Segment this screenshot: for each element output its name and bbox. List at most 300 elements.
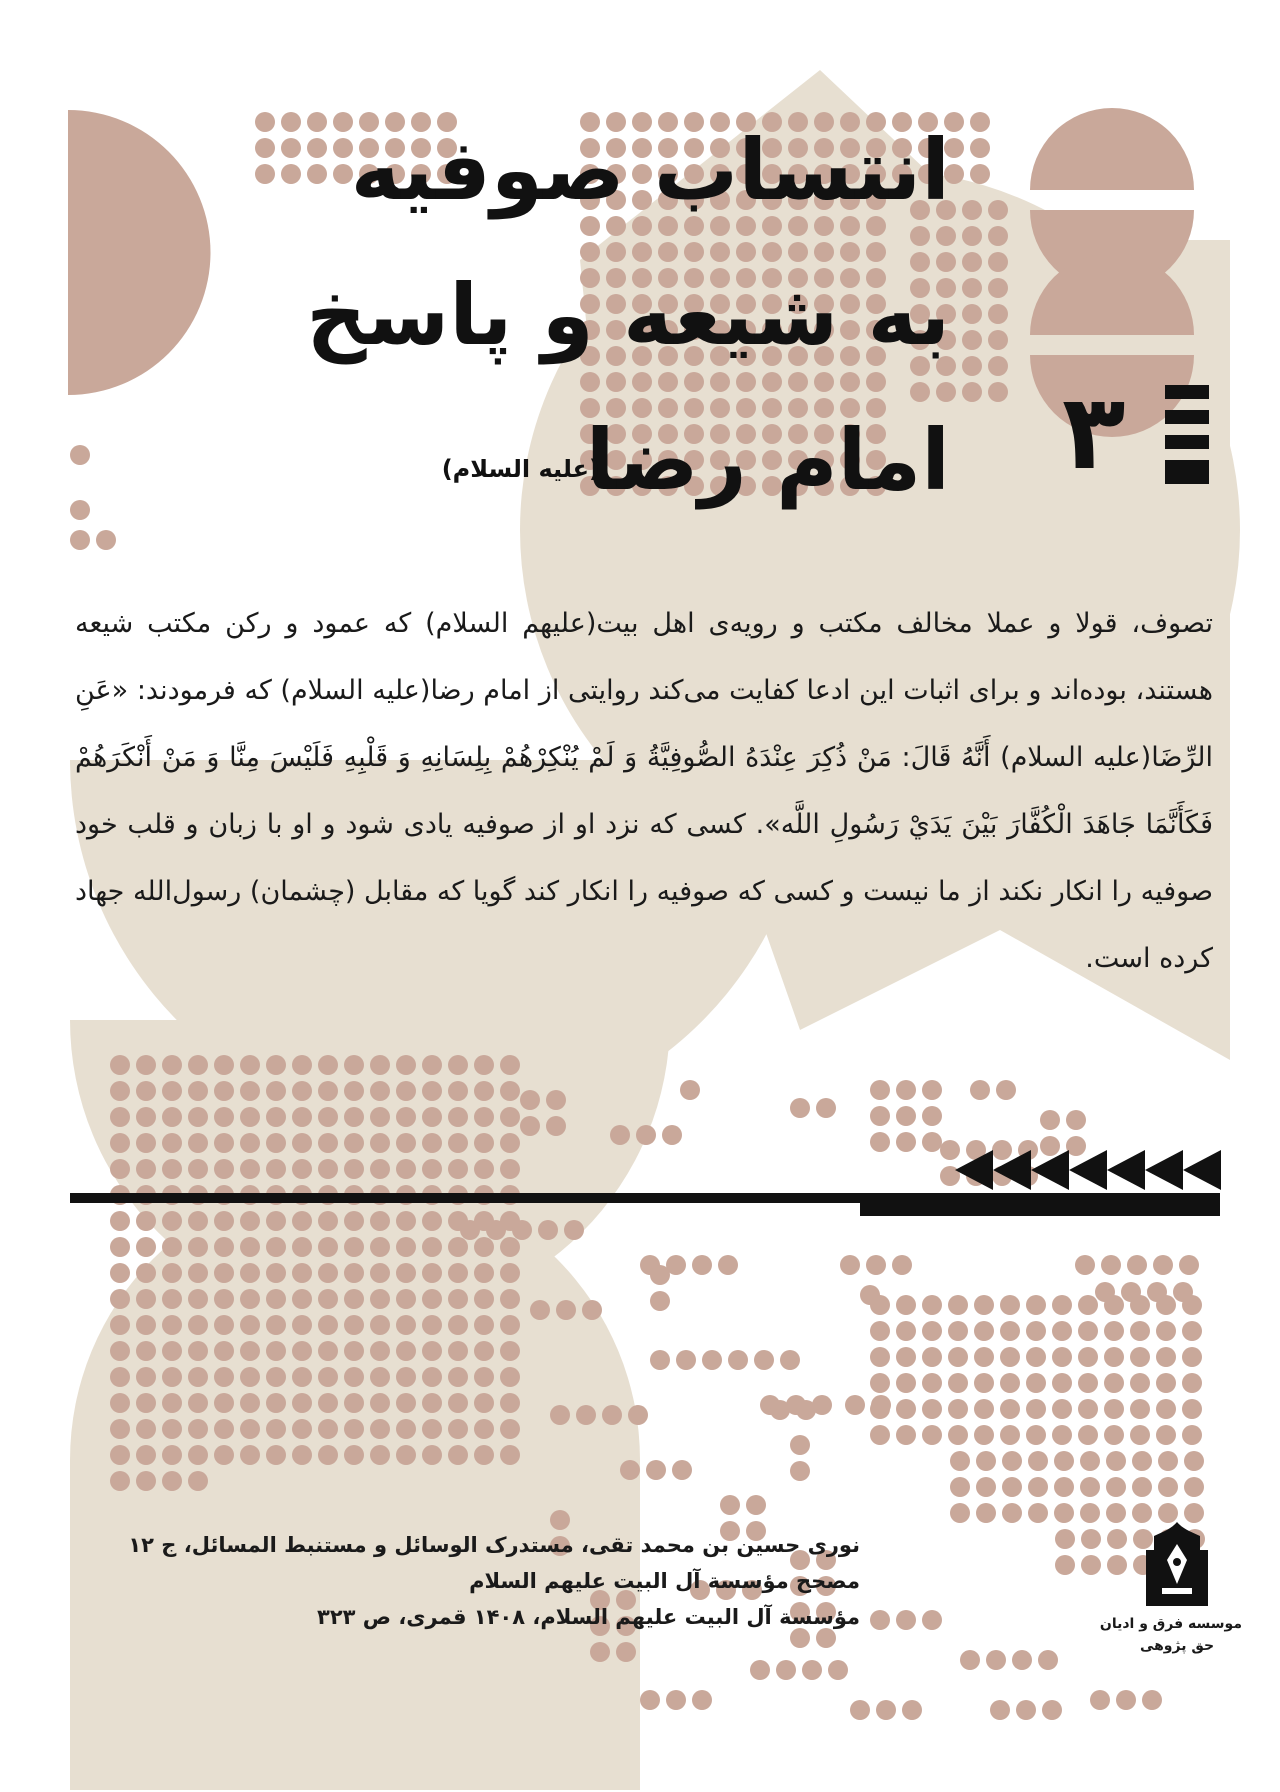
pattern-dot — [988, 356, 1008, 376]
pattern-dot — [1026, 1399, 1046, 1419]
pattern-dot — [658, 242, 678, 262]
pattern-dot — [576, 1405, 596, 1425]
pattern-dot — [370, 1419, 390, 1439]
pattern-dot — [1132, 1451, 1152, 1471]
pattern-dot — [422, 1341, 442, 1361]
pattern-dot — [790, 1098, 810, 1118]
pattern-dot — [240, 1419, 260, 1439]
pattern-dot — [292, 1081, 312, 1101]
pattern-dot — [500, 1315, 520, 1335]
pattern-dot — [281, 164, 301, 184]
pattern-dot — [474, 1445, 494, 1465]
pattern-dot — [266, 1445, 286, 1465]
pattern-dot — [1002, 1451, 1022, 1471]
pattern-dot — [344, 1289, 364, 1309]
pattern-dot — [396, 1159, 416, 1179]
pattern-dot — [1182, 1425, 1202, 1445]
pattern-dot — [136, 1341, 156, 1361]
pattern-dot — [720, 1495, 740, 1515]
pattern-dot — [866, 372, 886, 392]
rose-semicircle-top-right — [1030, 108, 1194, 190]
pattern-dot — [962, 200, 982, 220]
pattern-dot — [520, 1116, 540, 1136]
pattern-dot — [396, 1263, 416, 1283]
pattern-dot — [448, 1289, 468, 1309]
pattern-dot — [486, 1220, 506, 1240]
rose-half-circle-left — [68, 110, 211, 395]
pattern-dot — [866, 1255, 886, 1275]
pattern-dot — [255, 112, 275, 132]
pattern-dot — [870, 1106, 890, 1126]
pattern-dot — [162, 1107, 182, 1127]
pattern-dot — [870, 1425, 890, 1445]
pattern-dot — [666, 1690, 686, 1710]
pattern-dot — [370, 1159, 390, 1179]
pattern-dot — [422, 1367, 442, 1387]
pattern-dot — [988, 330, 1008, 350]
pattern-dot — [370, 1107, 390, 1127]
pattern-dot — [922, 1425, 942, 1445]
pattern-dot — [1040, 1136, 1060, 1156]
pattern-dot — [240, 1341, 260, 1361]
pattern-dot — [960, 1650, 980, 1670]
pattern-dot — [188, 1315, 208, 1335]
pattern-dot — [266, 1211, 286, 1231]
pattern-dot — [281, 112, 301, 132]
pattern-dot — [1026, 1321, 1046, 1341]
pattern-dot — [1080, 1451, 1100, 1471]
pattern-dot — [370, 1133, 390, 1153]
pattern-dot — [255, 138, 275, 158]
pattern-dot — [318, 1237, 338, 1257]
pattern-dot — [188, 1289, 208, 1309]
pattern-dot — [922, 1132, 942, 1152]
pattern-dot — [870, 1347, 890, 1367]
pattern-dot — [796, 1400, 816, 1420]
pattern-dot — [1002, 1503, 1022, 1523]
pattern-dot — [110, 1107, 130, 1127]
pattern-dot — [676, 1350, 696, 1370]
pattern-dot — [1000, 1347, 1020, 1367]
pattern-dot — [110, 1237, 130, 1257]
pattern-dot — [870, 1295, 890, 1315]
pattern-dot — [448, 1133, 468, 1153]
pattern-dot — [188, 1055, 208, 1075]
pattern-dot — [770, 1400, 790, 1420]
pattern-dot — [546, 1116, 566, 1136]
pattern-dot — [188, 1367, 208, 1387]
pattern-dot — [988, 226, 1008, 246]
pattern-dot — [422, 1289, 442, 1309]
pattern-dot — [1000, 1373, 1020, 1393]
pattern-dot — [1090, 1690, 1110, 1710]
pattern-dot — [474, 1159, 494, 1179]
pattern-dot — [422, 1159, 442, 1179]
pattern-dot — [1130, 1295, 1150, 1315]
pattern-dot — [1153, 1255, 1173, 1275]
pattern-dot — [1078, 1425, 1098, 1445]
pattern-dot — [1106, 1451, 1126, 1471]
pattern-dot — [1026, 1425, 1046, 1445]
pattern-dot — [318, 1159, 338, 1179]
pattern-dot — [240, 1289, 260, 1309]
pattern-dot — [307, 164, 327, 184]
pattern-dot — [448, 1315, 468, 1335]
pattern-dot — [870, 1132, 890, 1152]
pattern-dot — [1081, 1555, 1101, 1575]
pattern-dot — [240, 1315, 260, 1335]
pattern-dot — [1052, 1295, 1072, 1315]
pattern-dot — [370, 1237, 390, 1257]
pattern-dot — [136, 1367, 156, 1387]
pattern-dot — [870, 1080, 890, 1100]
pattern-dot — [318, 1107, 338, 1127]
pattern-dot — [214, 1315, 234, 1335]
pattern-dot — [255, 164, 275, 184]
pattern-dot — [1078, 1321, 1098, 1341]
institute-logo — [1099, 1520, 1242, 1670]
pattern-dot — [136, 1159, 156, 1179]
series-number: ۳ — [1062, 371, 1126, 493]
pattern-dot — [110, 1341, 130, 1361]
pattern-dot — [448, 1419, 468, 1439]
pattern-dot — [814, 242, 834, 262]
pattern-dot — [1104, 1295, 1124, 1315]
pattern-dot — [500, 1081, 520, 1101]
pattern-dot — [582, 1300, 602, 1320]
pattern-dot — [1028, 1503, 1048, 1523]
pattern-dot — [1075, 1255, 1095, 1275]
pattern-dot — [922, 1295, 942, 1315]
pattern-dot — [396, 1315, 416, 1335]
pattern-dot — [344, 1081, 364, 1101]
pattern-dot — [1179, 1255, 1199, 1275]
pattern-dot — [318, 1445, 338, 1465]
pattern-dot — [702, 1350, 722, 1370]
pattern-dot — [474, 1055, 494, 1075]
pattern-dot — [1042, 1700, 1062, 1720]
pattern-dot — [500, 1289, 520, 1309]
divider-triangle — [1145, 1150, 1183, 1190]
pattern-dot — [474, 1419, 494, 1439]
pattern-dot — [1026, 1373, 1046, 1393]
pattern-dot — [70, 530, 90, 550]
pattern-dot — [110, 1393, 130, 1413]
pattern-dot — [110, 1445, 130, 1465]
pattern-dot — [950, 1451, 970, 1471]
pattern-dot — [162, 1393, 182, 1413]
pattern-dot — [672, 1460, 692, 1480]
pattern-dot — [396, 1289, 416, 1309]
pattern-dot — [110, 1055, 130, 1075]
pattern-dot — [950, 1477, 970, 1497]
pattern-dot — [448, 1393, 468, 1413]
pattern-dot — [110, 1289, 130, 1309]
pattern-dot — [1052, 1347, 1072, 1367]
pattern-dot — [474, 1133, 494, 1153]
pattern-dot — [266, 1289, 286, 1309]
pattern-dot — [1127, 1255, 1147, 1275]
pattern-dot — [266, 1055, 286, 1075]
pattern-dot — [422, 1211, 442, 1231]
pattern-dot — [266, 1315, 286, 1335]
pattern-dot — [266, 1133, 286, 1153]
institute-emblem-icon — [1140, 1520, 1214, 1608]
pattern-dot — [620, 1460, 640, 1480]
pattern-dot — [762, 372, 782, 392]
pattern-dot — [1016, 1700, 1036, 1720]
pattern-dot — [922, 1106, 942, 1126]
pattern-dot — [974, 1321, 994, 1341]
pattern-dot — [728, 1350, 748, 1370]
pattern-dot — [628, 1405, 648, 1425]
pattern-dot — [845, 1395, 865, 1415]
pattern-dot — [318, 1419, 338, 1439]
pattern-dot — [1116, 1690, 1136, 1710]
pattern-dot — [110, 1133, 130, 1153]
pattern-dot — [970, 1080, 990, 1100]
pattern-dot — [866, 242, 886, 262]
pattern-dot — [976, 1451, 996, 1471]
pattern-dot — [422, 1055, 442, 1075]
pattern-dot — [214, 1081, 234, 1101]
pattern-dot — [1130, 1347, 1150, 1367]
pattern-dot — [266, 1107, 286, 1127]
pattern-dot — [396, 1419, 416, 1439]
pattern-dot — [214, 1055, 234, 1075]
pattern-dot — [396, 1393, 416, 1413]
pattern-dot — [610, 1125, 630, 1145]
pattern-dot — [396, 1237, 416, 1257]
pattern-dot — [922, 1321, 942, 1341]
pattern-dot — [240, 1445, 260, 1465]
pattern-dot — [1028, 1451, 1048, 1471]
pattern-dot — [344, 1055, 364, 1075]
pattern-dot — [292, 1445, 312, 1465]
pattern-dot — [680, 1080, 700, 1100]
pattern-dot — [188, 1133, 208, 1153]
pattern-dot — [188, 1419, 208, 1439]
pattern-dot — [240, 1081, 260, 1101]
pattern-dot — [214, 1159, 234, 1179]
pattern-dot — [684, 242, 704, 262]
pattern-dot — [292, 1107, 312, 1127]
pattern-dot — [632, 372, 652, 392]
pattern-dot — [214, 1367, 234, 1387]
pattern-dot — [162, 1081, 182, 1101]
pattern-dot — [1038, 1650, 1058, 1670]
pattern-dot — [910, 382, 930, 402]
pattern-dot — [976, 1503, 996, 1523]
pattern-dot — [422, 1393, 442, 1413]
pattern-dot — [136, 1237, 156, 1257]
pattern-dot — [1156, 1425, 1176, 1445]
pattern-dot — [1104, 1373, 1124, 1393]
pattern-dot — [214, 1393, 234, 1413]
pattern-dot — [318, 1341, 338, 1361]
pattern-dot — [281, 138, 301, 158]
pattern-dot — [396, 1055, 416, 1075]
pattern-dot — [344, 1419, 364, 1439]
pattern-dot — [988, 304, 1008, 324]
divider-triangle — [1069, 1150, 1107, 1190]
pattern-dot — [870, 1399, 890, 1419]
pattern-dot — [922, 1347, 942, 1367]
pattern-dot — [790, 1461, 810, 1481]
pattern-dot — [266, 1341, 286, 1361]
pattern-dot — [474, 1107, 494, 1127]
pattern-dot — [240, 1367, 260, 1387]
pattern-dot — [240, 1263, 260, 1283]
pattern-dot — [136, 1289, 156, 1309]
pattern-dot — [936, 382, 956, 402]
pattern-dot — [1000, 1425, 1020, 1445]
pattern-dot — [850, 1700, 870, 1720]
pattern-dot — [988, 278, 1008, 298]
pattern-dot — [606, 242, 626, 262]
pattern-dot — [580, 242, 600, 262]
pattern-dot — [948, 1425, 968, 1445]
pattern-dot — [950, 1503, 970, 1523]
pattern-dot — [448, 1081, 468, 1101]
pattern-dot — [500, 1341, 520, 1361]
pattern-dot — [110, 1471, 130, 1491]
divider-triangle — [1183, 1150, 1221, 1190]
pattern-dot — [650, 1291, 670, 1311]
pattern-dot — [448, 1341, 468, 1361]
pattern-dot — [1130, 1321, 1150, 1341]
pattern-dot — [214, 1237, 234, 1257]
pattern-dot — [500, 1393, 520, 1413]
pattern-dot — [448, 1159, 468, 1179]
pattern-dot — [546, 1090, 566, 1110]
pattern-dot — [974, 1347, 994, 1367]
pattern-dot — [590, 1642, 610, 1662]
pattern-dot — [474, 1315, 494, 1335]
pattern-dot — [240, 1055, 260, 1075]
pattern-dot — [448, 1367, 468, 1387]
pattern-dot — [636, 1125, 656, 1145]
pattern-dot — [1028, 1477, 1048, 1497]
pattern-dot — [962, 304, 982, 324]
pattern-dot — [896, 1132, 916, 1152]
pattern-dot — [922, 1373, 942, 1393]
pattern-dot — [530, 1300, 550, 1320]
pattern-dot — [1054, 1451, 1074, 1471]
pattern-dot — [370, 1211, 390, 1231]
pattern-dot — [802, 1660, 822, 1680]
pattern-dot — [736, 242, 756, 262]
pattern-dot — [662, 1125, 682, 1145]
pattern-dot — [188, 1107, 208, 1127]
pattern-dot — [500, 1159, 520, 1179]
pattern-dot — [422, 1263, 442, 1283]
pattern-dot — [1078, 1347, 1098, 1367]
pattern-dot — [1182, 1399, 1202, 1419]
pattern-dot — [422, 1107, 442, 1127]
pattern-dot — [370, 1055, 390, 1075]
pattern-dot — [136, 1081, 156, 1101]
pattern-dot — [550, 1405, 570, 1425]
pattern-dot — [318, 1055, 338, 1075]
pattern-dot — [970, 138, 990, 158]
pattern-dot — [892, 1255, 912, 1275]
pattern-dot — [632, 242, 652, 262]
pattern-dot — [240, 1237, 260, 1257]
pattern-dot — [970, 164, 990, 184]
pattern-dot — [948, 1373, 968, 1393]
pattern-dot — [1156, 1347, 1176, 1367]
pattern-dot — [658, 372, 678, 392]
reference-line-3: مؤسسة آل البیت علیهم السلام، ۱۴۰۸ قمری، ص ۳۲۳ — [317, 1605, 860, 1629]
pattern-dot — [902, 1700, 922, 1720]
pattern-dot — [1080, 1477, 1100, 1497]
pattern-dot — [96, 530, 116, 550]
pattern-dot — [292, 1419, 312, 1439]
pattern-dot — [344, 1237, 364, 1257]
pattern-dot — [500, 1263, 520, 1283]
pattern-dot — [710, 242, 730, 262]
pattern-dot — [318, 1289, 338, 1309]
pattern-dot — [162, 1055, 182, 1075]
pattern-dot — [370, 1367, 390, 1387]
pattern-dot — [266, 1263, 286, 1283]
pattern-dot — [136, 1133, 156, 1153]
pattern-dot — [162, 1159, 182, 1179]
pattern-dot — [1182, 1295, 1202, 1315]
pattern-dot — [162, 1367, 182, 1387]
pattern-dot — [910, 226, 930, 246]
pattern-dot — [816, 1098, 836, 1118]
pattern-dot — [870, 1373, 890, 1393]
pattern-dot — [948, 1295, 968, 1315]
pattern-dot — [318, 1263, 338, 1283]
pattern-dot — [188, 1263, 208, 1283]
pattern-dot — [188, 1081, 208, 1101]
pattern-dot — [292, 1393, 312, 1413]
pattern-dot — [650, 1350, 670, 1370]
pattern-dot — [318, 1393, 338, 1413]
pattern-dot — [214, 1341, 234, 1361]
pattern-dot — [266, 1419, 286, 1439]
pattern-dot — [1002, 1477, 1022, 1497]
pattern-dot — [188, 1159, 208, 1179]
pattern-dot — [344, 1367, 364, 1387]
pattern-dot — [788, 372, 808, 392]
pattern-dot — [292, 1315, 312, 1335]
pattern-dot — [214, 1419, 234, 1439]
pattern-dot — [1066, 1110, 1086, 1130]
pattern-dot — [500, 1055, 520, 1075]
pattern-dot — [460, 1220, 480, 1240]
pattern-dot — [396, 1341, 416, 1361]
pattern-dot — [344, 1107, 364, 1127]
pattern-dot — [962, 226, 982, 246]
pattern-dot — [1012, 1650, 1032, 1670]
pattern-dot — [1106, 1477, 1126, 1497]
pattern-dot — [70, 445, 90, 465]
pattern-dot — [684, 372, 704, 392]
pattern-dot — [736, 372, 756, 392]
pattern-dot — [962, 278, 982, 298]
pattern-dot — [1080, 1503, 1100, 1523]
pattern-dot — [448, 1445, 468, 1465]
pattern-dot — [318, 1367, 338, 1387]
pattern-dot — [422, 1419, 442, 1439]
divider-bar-right — [860, 1200, 1220, 1216]
pattern-dot — [1184, 1477, 1204, 1497]
pattern-dot — [344, 1133, 364, 1153]
